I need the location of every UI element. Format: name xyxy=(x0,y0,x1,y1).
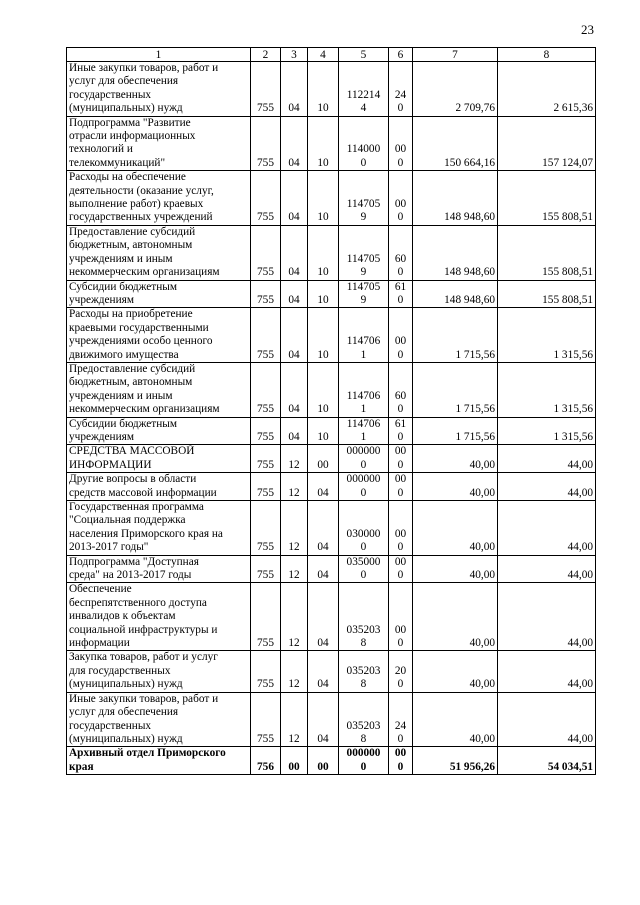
budget-table xyxy=(66,47,596,775)
amount-year2-cell: 1 315,56 xyxy=(498,362,596,417)
expense-type-cell: 60 0 xyxy=(389,362,413,417)
expense-type-cell: 00 0 xyxy=(389,747,413,775)
column-header: 7 xyxy=(413,48,498,62)
target-article-cell: 035203 8 xyxy=(339,651,389,692)
amount-year2-cell: 2 615,36 xyxy=(498,62,596,117)
amount-year2-cell: 44,00 xyxy=(498,555,596,583)
amount-year2-cell: 155 808,51 xyxy=(498,280,596,308)
expense-type-cell: 00 0 xyxy=(389,555,413,583)
amount-year1-cell: 148 948,60 xyxy=(413,225,498,280)
table-row xyxy=(67,116,596,171)
target-article-cell: 114706 1 xyxy=(339,417,389,445)
table-row xyxy=(67,362,596,417)
table-row xyxy=(67,445,596,473)
subsection-code-cell: 04 xyxy=(308,583,339,651)
gov-code-cell: 755 xyxy=(251,555,281,583)
target-article-cell: 114705 9 xyxy=(339,225,389,280)
target-article-cell: 000000 0 xyxy=(339,445,389,473)
section-code-cell: 12 xyxy=(281,555,308,583)
target-article-cell: 114705 9 xyxy=(339,280,389,308)
expense-type-cell: 61 0 xyxy=(389,280,413,308)
table-row xyxy=(67,501,596,556)
expense-type-cell: 24 0 xyxy=(389,692,413,747)
row-name-cell: Иные закупки товаров, работ и услуг для обеспечения государственных (муниципальных) нужд xyxy=(67,62,251,117)
expense-type-cell: 24 0 xyxy=(389,62,413,117)
header-row xyxy=(67,48,596,62)
section-code-cell: 12 xyxy=(281,501,308,556)
subsection-code-cell: 04 xyxy=(308,555,339,583)
section-code-cell: 04 xyxy=(281,225,308,280)
amount-year1-cell: 40,00 xyxy=(413,692,498,747)
column-header: 8 xyxy=(498,48,596,62)
table-row xyxy=(67,692,596,747)
target-article-cell: 114706 1 xyxy=(339,308,389,363)
target-article-cell: 035203 8 xyxy=(339,583,389,651)
amount-year2-cell: 157 124,07 xyxy=(498,116,596,171)
amount-year2-cell: 54 034,51 xyxy=(498,747,596,775)
row-name-cell: Закупка товаров, работ и услуг для государственных (муниципальных) нужд xyxy=(67,651,251,692)
row-name-cell: Другие вопросы в области средств массовой информации xyxy=(67,473,251,501)
gov-code-cell: 755 xyxy=(251,280,281,308)
expense-type-cell: 00 0 xyxy=(389,583,413,651)
subsection-code-cell: 00 xyxy=(308,445,339,473)
amount-year2-cell: 44,00 xyxy=(498,501,596,556)
column-header: 2 xyxy=(251,48,281,62)
section-code-cell: 04 xyxy=(281,171,308,226)
page-number: 23 xyxy=(581,22,594,37)
table-row xyxy=(67,417,596,445)
subsection-code-cell: 04 xyxy=(308,473,339,501)
table-row xyxy=(67,308,596,363)
amount-year1-cell: 148 948,60 xyxy=(413,171,498,226)
gov-code-cell: 755 xyxy=(251,473,281,501)
expense-type-cell: 00 0 xyxy=(389,116,413,171)
section-code-cell: 12 xyxy=(281,445,308,473)
subsection-code-cell: 10 xyxy=(308,280,339,308)
target-article-cell: 112214 4 xyxy=(339,62,389,117)
amount-year2-cell: 44,00 xyxy=(498,473,596,501)
table-row xyxy=(67,583,596,651)
amount-year1-cell: 40,00 xyxy=(413,651,498,692)
amount-year1-cell: 1 715,56 xyxy=(413,308,498,363)
row-name-cell: Расходы на приобретение краевыми государственными учреждениями особо ценного движимого имущества xyxy=(67,308,251,363)
gov-code-cell: 755 xyxy=(251,225,281,280)
amount-year2-cell: 1 315,56 xyxy=(498,417,596,445)
subsection-code-cell: 10 xyxy=(308,362,339,417)
amount-year2-cell: 155 808,51 xyxy=(498,225,596,280)
gov-code-cell: 755 xyxy=(251,583,281,651)
target-article-cell: 030000 0 xyxy=(339,501,389,556)
row-name-cell: Архивный отдел Приморского края xyxy=(67,747,251,775)
section-code-cell: 12 xyxy=(281,473,308,501)
subsection-code-cell: 10 xyxy=(308,116,339,171)
subsection-code-cell: 00 xyxy=(308,747,339,775)
expense-type-cell: 20 0 xyxy=(389,651,413,692)
amount-year1-cell: 2 709,76 xyxy=(413,62,498,117)
table-row xyxy=(67,555,596,583)
amount-year2-cell: 44,00 xyxy=(498,445,596,473)
column-header: 1 xyxy=(67,48,251,62)
expense-type-cell: 60 0 xyxy=(389,225,413,280)
section-code-cell: 12 xyxy=(281,692,308,747)
amount-year1-cell: 1 715,56 xyxy=(413,362,498,417)
table-row xyxy=(67,225,596,280)
section-code-cell: 12 xyxy=(281,583,308,651)
amount-year2-cell: 44,00 xyxy=(498,583,596,651)
section-code-cell: 04 xyxy=(281,280,308,308)
section-code-cell: 00 xyxy=(281,747,308,775)
target-article-cell: 114000 0 xyxy=(339,116,389,171)
amount-year2-cell: 1 315,56 xyxy=(498,308,596,363)
section-code-cell: 04 xyxy=(281,362,308,417)
section-code-cell: 04 xyxy=(281,62,308,117)
column-header: 6 xyxy=(389,48,413,62)
row-name-cell: Предоставление субсидий бюджетным, автономным учреждениям и иным некоммерческим организациям xyxy=(67,362,251,417)
expense-type-cell: 00 0 xyxy=(389,473,413,501)
subsection-code-cell: 10 xyxy=(308,417,339,445)
target-article-cell: 000000 0 xyxy=(339,473,389,501)
gov-code-cell: 755 xyxy=(251,651,281,692)
amount-year1-cell: 1 715,56 xyxy=(413,417,498,445)
subsection-code-cell: 10 xyxy=(308,225,339,280)
column-header: 3 xyxy=(281,48,308,62)
gov-code-cell: 755 xyxy=(251,417,281,445)
amount-year1-cell: 40,00 xyxy=(413,473,498,501)
amount-year1-cell: 150 664,16 xyxy=(413,116,498,171)
column-header: 5 xyxy=(339,48,389,62)
subsection-code-cell: 04 xyxy=(308,692,339,747)
target-article-cell: 035000 0 xyxy=(339,555,389,583)
target-article-cell: 035203 8 xyxy=(339,692,389,747)
row-name-cell: Государственная программа "Социальная поддержка населения Приморского края на 2013-2017 годы" xyxy=(67,501,251,556)
row-name-cell: Иные закупки товаров, работ и услуг для обеспечения государственных (муниципальных) нужд xyxy=(67,692,251,747)
subsection-code-cell: 04 xyxy=(308,651,339,692)
gov-code-cell: 755 xyxy=(251,308,281,363)
gov-code-cell: 755 xyxy=(251,362,281,417)
amount-year1-cell: 40,00 xyxy=(413,583,498,651)
table-row xyxy=(67,62,596,117)
column-header: 4 xyxy=(308,48,339,62)
target-article-cell: 114706 1 xyxy=(339,362,389,417)
amount-year1-cell: 40,00 xyxy=(413,501,498,556)
target-article-cell: 114705 9 xyxy=(339,171,389,226)
subsection-code-cell: 10 xyxy=(308,171,339,226)
section-code-cell: 04 xyxy=(281,308,308,363)
gov-code-cell: 755 xyxy=(251,116,281,171)
subsection-code-cell: 04 xyxy=(308,501,339,556)
target-article-cell: 000000 0 xyxy=(339,747,389,775)
row-name-cell: Субсидии бюджетным учреждениям xyxy=(67,417,251,445)
gov-code-cell: 755 xyxy=(251,171,281,226)
expense-type-cell: 00 0 xyxy=(389,171,413,226)
section-code-cell: 12 xyxy=(281,651,308,692)
amount-year1-cell: 148 948,60 xyxy=(413,280,498,308)
table-row xyxy=(67,651,596,692)
expense-type-cell: 00 0 xyxy=(389,501,413,556)
gov-code-cell: 755 xyxy=(251,445,281,473)
row-name-cell: Обеспечение беспрепятственного доступа инвалидов к объектам социальной инфраструктуры и информации xyxy=(67,583,251,651)
subsection-code-cell: 10 xyxy=(308,62,339,117)
table-row xyxy=(67,171,596,226)
table-row xyxy=(67,473,596,501)
section-code-cell: 04 xyxy=(281,116,308,171)
row-name-cell: Расходы на обеспечение деятельности (оказание услуг, выполнение работ) краевых государственных учреждений xyxy=(67,171,251,226)
subsection-code-cell: 10 xyxy=(308,308,339,363)
gov-code-cell: 755 xyxy=(251,62,281,117)
amount-year1-cell: 51 956,26 xyxy=(413,747,498,775)
table-row xyxy=(67,280,596,308)
row-name-cell: Подпрограмма "Доступная среда" на 2013-2017 годы xyxy=(67,555,251,583)
gov-code-cell: 755 xyxy=(251,501,281,556)
expense-type-cell: 00 0 xyxy=(389,308,413,363)
row-name-cell: Предоставление субсидий бюджетным, автономным учреждениям и иным некоммерческим организациям xyxy=(67,225,251,280)
amount-year2-cell: 155 808,51 xyxy=(498,171,596,226)
expense-type-cell: 00 0 xyxy=(389,445,413,473)
amount-year2-cell: 44,00 xyxy=(498,651,596,692)
row-name-cell: Подпрограмма "Развитие отрасли информационных технологий и телекоммуникаций" xyxy=(67,116,251,171)
amount-year1-cell: 40,00 xyxy=(413,445,498,473)
table-row xyxy=(67,747,596,775)
section-code-cell: 04 xyxy=(281,417,308,445)
row-name-cell: Субсидии бюджетным учреждениям xyxy=(67,280,251,308)
gov-code-cell: 755 xyxy=(251,692,281,747)
gov-code-cell: 756 xyxy=(251,747,281,775)
amount-year1-cell: 40,00 xyxy=(413,555,498,583)
row-name-cell: СРЕДСТВА МАССОВОЙ ИНФОРМАЦИИ xyxy=(67,445,251,473)
amount-year2-cell: 44,00 xyxy=(498,692,596,747)
expense-type-cell: 61 0 xyxy=(389,417,413,445)
